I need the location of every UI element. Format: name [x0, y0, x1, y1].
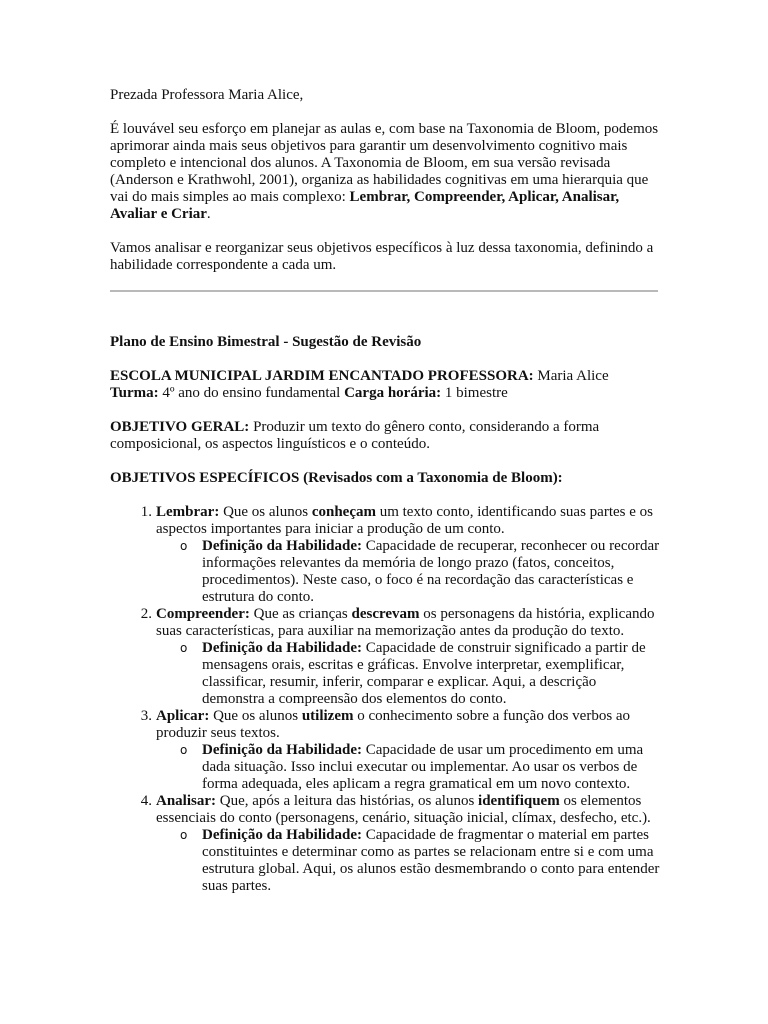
workload-value: 1 bimestre: [441, 385, 508, 401]
workload-label: Carga horária:: [344, 385, 442, 401]
bullet-icon: o: [180, 641, 188, 655]
intro-end: .: [206, 206, 211, 222]
intro-paragraph: [110, 121, 662, 223]
bloom-levels: Lembrar, Compreender, Aplicar, Analisar, Avaliar e Criar: [110, 189, 620, 222]
definition-item: [156, 742, 662, 793]
specific-objectives-heading-text: OBJETIVOS ESPECÍFICOS (Revisados com a Taxonomia de Bloom):: [110, 470, 563, 486]
bullet-icon: o: [180, 828, 188, 842]
general-objective-label: OBJETIVO GERAL:: [110, 419, 250, 435]
skill-label: Lembrar:: [156, 504, 220, 520]
bullet-icon: o: [180, 743, 188, 757]
school-line: [110, 368, 662, 385]
general-objective: [110, 419, 662, 453]
intro-text: É louvável seu esforço em planejar as aulas e, com base na Taxonomia de Bloom, podemos aprimorar ainda mais seus objetivos para garantir um desenvolvimento cognitivo mais completo e intencional dos alunos. A Taxonomia de Bloom, em sua versão revisada (Anderson e Krathwohl, 2001), organiza as habilidades cognitivas em uma hierarquia que vai do mais simples ao mais complexo:: [110, 121, 659, 205]
class-label: Turma:: [110, 385, 159, 401]
definition-item: [156, 827, 662, 895]
definition-label: Definição da Habilidade:: [202, 827, 363, 843]
objective-verb: conheçam: [311, 504, 376, 520]
plan-title: [110, 334, 662, 351]
class-value: 4º ano do ensino fundamental: [158, 385, 345, 401]
definition-text: [202, 538, 662, 606]
objective-text-b: os elementos essenciais do conto (personagens, cenário, situação inicial, clímax, desfecho, etc.).: [156, 793, 651, 826]
definition-text: [202, 742, 662, 793]
objective-text-b: o conhecimento sobre a função dos verbos ao produzir seus textos.: [156, 708, 631, 741]
objective-text: [156, 708, 662, 742]
objective-verb: utilizem: [301, 708, 354, 724]
objective-number: 3.: [140, 708, 152, 724]
greeting: Prezada Professora Maria Alice,: [110, 87, 304, 103]
definition-list: [156, 827, 662, 895]
objective-verb: descrevam: [351, 606, 420, 622]
definition-label: Definição da Habilidade:: [202, 538, 363, 554]
objective-text-a: Que os alunos: [219, 504, 312, 520]
definition-item: [156, 538, 662, 606]
definition-label: Definição da Habilidade:: [202, 640, 363, 656]
plan-title-text: Plano de Ensino Bimestral - Sugestão de Revisão: [110, 334, 422, 350]
definition-item: [156, 640, 662, 708]
objective-text-a: Que os alunos: [209, 708, 302, 724]
objective-number: 2.: [140, 606, 152, 622]
definition-list: [156, 742, 662, 793]
school-label: ESCOLA MUNICIPAL JARDIM ENCANTADO PROFESSORA:: [110, 368, 534, 384]
definition-list: [156, 640, 662, 708]
definition-body: Capacidade de recuperar, reconhecer ou recordar informações relevantes da memória de longo prazo (fatos, conceitos, procedimentos). Neste caso, o foco é na recordação das características e estrutura do conto.: [202, 538, 660, 605]
objective-number: 4.: [140, 793, 152, 809]
teacher-name: Maria Alice: [533, 368, 609, 384]
skill-label: Aplicar:: [156, 708, 210, 724]
definition-body: Capacidade de construir significado a partir de mensagens orais, escritas e gráficas. Envolve interpretar, exemplificar, classificar, resumir, inferir, comparar e explicar. Aqui, a descrição demonstra a compreensão dos elementos do conto.: [202, 640, 646, 707]
objective-text-b: um texto conto, identificando suas partes e os aspectos importantes para iniciar a produção de um conto.: [156, 504, 653, 537]
objective-text: [156, 606, 662, 640]
definition-body: Capacidade de usar um procedimento em uma dada situação. Isso inclui executar ou implementar. Ao usar os verbos de forma adequada, eles aplicam a regra gramatical em um novo contexto.: [202, 742, 644, 792]
objective-text-a: Que, após a leitura das histórias, os alunos: [216, 793, 479, 809]
objective-item: [110, 708, 662, 793]
objective-item: [110, 793, 662, 895]
skill-label: Compreender:: [156, 606, 250, 622]
objective-number: 1.: [140, 504, 152, 520]
objective-text: [156, 504, 662, 538]
document-body: [110, 87, 662, 895]
analysis-paragraph: Vamos analisar e reorganizar seus objetivos específicos à luz dessa taxonomia, definindo a habilidade correspondente a cada um.: [110, 240, 654, 273]
objective-verb: identifiquem: [478, 793, 560, 809]
bullet-icon: o: [180, 539, 188, 553]
objective-text-a: Que as crianças: [249, 606, 352, 622]
definition-list: [156, 538, 662, 606]
objective-item: [110, 606, 662, 708]
skill-label: Analisar:: [156, 793, 216, 809]
objectives-list: [110, 504, 662, 895]
general-objective-text: Produzir um texto do gênero conto, considerando a forma composicional, os aspectos linguísticos e o conteúdo.: [110, 419, 600, 452]
definition-text: [202, 827, 662, 895]
definition-text: [202, 640, 662, 708]
definition-body: Capacidade de fragmentar o material em partes constituintes e determinar como as partes se relacionam entre si e com uma estrutura global. Aqui, os alunos estão desmembrando o conto para entender suas partes.: [202, 827, 660, 894]
objective-item: [110, 504, 662, 606]
objective-text-b: os personagens da história, explicando suas características, para auxiliar na memorização antes da produção do texto.: [156, 606, 655, 639]
definition-label: Definição da Habilidade:: [202, 742, 363, 758]
specific-objectives-heading: [110, 470, 662, 487]
class-line: [110, 385, 662, 402]
objective-text: [156, 793, 662, 827]
